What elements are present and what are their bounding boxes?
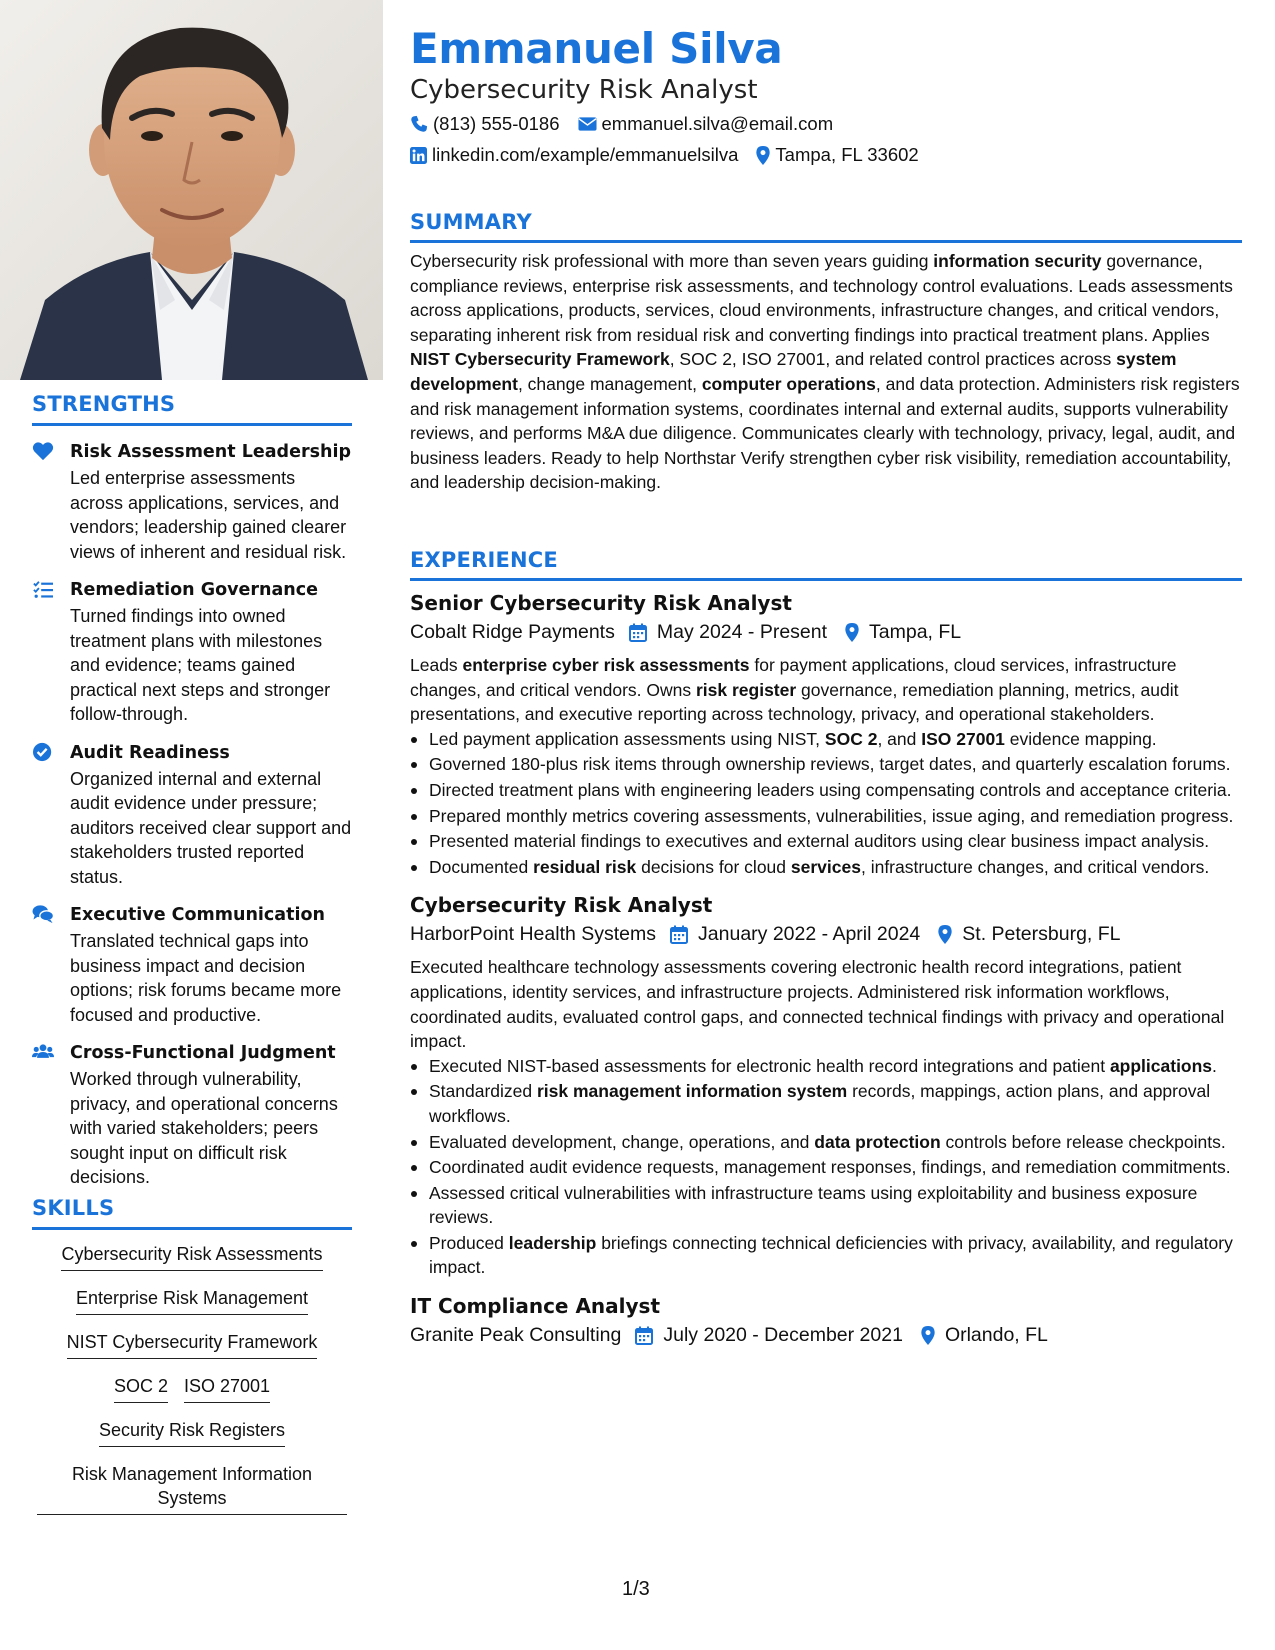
list-item — [410, 778, 1242, 803]
text-run-bold: information security — [933, 251, 1102, 271]
job-bullets — [410, 727, 1242, 880]
skill-tag: Enterprise Risk Management — [76, 1286, 308, 1315]
experience-section — [410, 548, 1242, 1350]
chat-bubbles-icon — [32, 904, 54, 924]
users-icon — [32, 1042, 54, 1062]
text-run-bold: risk management information system — [537, 1081, 848, 1102]
text-run: Presented material findings to executives and external auditors using clear business impact analysis. — [429, 831, 1210, 852]
map-pin-icon — [921, 1326, 935, 1345]
linkedin-contact[interactable] — [410, 144, 738, 166]
phone-icon — [410, 115, 428, 133]
calendar-icon — [670, 925, 688, 944]
job-location: Orlando, FL — [944, 1324, 1048, 1347]
text-run-bold: enterprise cyber risk assessments — [462, 655, 750, 675]
map-pin-icon — [756, 146, 770, 165]
job-meta — [410, 1320, 1242, 1350]
map-pin-icon — [938, 925, 952, 944]
text-run: Produced — [429, 1232, 509, 1253]
text-run: Documented — [429, 856, 534, 877]
text-run: Led payment application assessments using NIST, — [429, 728, 825, 749]
candidate-name: Emmanuel Silva — [410, 24, 783, 73]
job-entry — [410, 891, 1242, 1280]
summary-text — [410, 249, 1242, 495]
text-run: Assessed critical vulnerabilities with infrastructure teams using exploitability and business exposure reviews. — [429, 1182, 1198, 1228]
list-item — [410, 1231, 1242, 1280]
text-run-bold: applications — [1109, 1055, 1213, 1076]
contact-row — [410, 144, 937, 166]
strength-item — [32, 741, 352, 890]
text-run-bold: leadership — [508, 1232, 597, 1253]
skills-title: SKILLS — [32, 1196, 115, 1220]
strength-desc: Translated technical gaps into business impact and decision options; risk forums became more focused and productive. — [70, 931, 342, 1025]
text-run-bold: computer operations — [701, 373, 876, 394]
text-run: Leads — [410, 655, 463, 675]
job-intro — [410, 955, 1242, 1053]
list-item — [410, 1079, 1242, 1128]
text-run: Cybersecurity risk professional with more than seven years guiding — [410, 251, 934, 271]
text-run: Executed healthcare technology assessments covering electronic health record integrations, patient applications, identity services, and infrastructure projects. Administered risk information workflows, coordinated audits, evaluated control gaps, and connected technical findings with privacy and operational impact. — [410, 957, 1225, 1052]
strength-item — [32, 578, 352, 727]
text-run-bold: ISO 27001 — [921, 728, 1005, 749]
map-pin-icon — [845, 623, 859, 642]
strength-desc: Led enterprise assessments across applications, services, and vendors; leadership gained clearer views of inherent and residual risk. — [70, 468, 347, 562]
calendar-icon — [635, 1326, 653, 1345]
text-run-bold: residual risk — [533, 856, 637, 877]
list-item — [410, 752, 1242, 777]
list-item — [410, 1181, 1242, 1230]
email-contact[interactable] — [578, 113, 834, 135]
text-run-bold: services — [790, 856, 861, 877]
linkedin-icon — [410, 147, 427, 164]
skills-list — [32, 1242, 352, 1515]
strength-title: Audit Readiness — [70, 742, 230, 763]
job-meta — [410, 919, 1242, 949]
strength-title: Executive Communication — [70, 905, 325, 925]
strengths-section — [32, 392, 352, 1190]
summary-title: SUMMARY — [410, 210, 532, 234]
text-run: Directed treatment plans with engineering leaders using compensating controls and acceptance criteria. — [429, 779, 1232, 800]
strength-desc: Turned findings into owned treatment plans with milestones and evidence; teams gained practical next steps and stronger follow-through. — [70, 606, 331, 724]
strength-title: Risk Assessment Leadership — [70, 442, 351, 462]
heart-icon — [32, 441, 54, 461]
text-run: Prepared monthly metrics covering assessments, vulnerabilities, issue aging, and remediation progress. — [429, 805, 1234, 826]
text-run: , and — [877, 728, 922, 749]
text-run: , change management, — [517, 373, 702, 394]
text-run: , and data protection. Administers risk registers and risk management information systems, coordinates internal and external audits, supports vulnerability reviews, and performs M&A due diligence. Communicates clearly with technology, privacy, legal, audit, and business leaders. Ready to help Northstar Verify strengthen cyber risk visibility, remediation accountability, and leadership decision-making. — [410, 373, 1240, 493]
text-run: Executed NIST-based assessments for electronic health record integrations and patient — [429, 1055, 1110, 1076]
text-run: governance, remediation planning, metrics, audit presentations, and executive reporting across technology, privacy, and operational stakeholders. — [410, 679, 1179, 725]
candidate-role: Cybersecurity Risk Analyst — [410, 75, 758, 105]
skill-tag: Risk Management Information Systems — [37, 1462, 347, 1515]
job-entry — [410, 1292, 1242, 1350]
section-divider — [410, 240, 1242, 243]
company-name: HarborPoint Health Systems — [410, 923, 657, 946]
job-dates: July 2020 - December 2021 — [663, 1324, 903, 1347]
calendar-icon — [629, 623, 647, 642]
text-run: , infrastructure changes, and critical vendors. — [860, 856, 1210, 877]
company-name: Granite Peak Consulting — [410, 1324, 622, 1347]
contact-row — [410, 113, 851, 135]
strength-desc: Organized internal and external audit evidence under pressure; auditors received clear support and stakeholders trusted reported status. — [70, 768, 352, 887]
section-divider — [410, 578, 1242, 581]
strength-item — [32, 903, 352, 1027]
job-dates: January 2022 - April 2024 — [698, 923, 921, 946]
list-item — [410, 727, 1242, 752]
list-item — [410, 1155, 1242, 1180]
sidebar — [0, 0, 383, 1650]
list-item — [410, 829, 1242, 854]
text-run: evidence mapping. — [1004, 728, 1157, 749]
checklist-icon — [32, 579, 54, 599]
portrait-photo-icon — [0, 0, 383, 380]
job-bullets — [410, 1054, 1242, 1280]
strength-item — [32, 1041, 352, 1190]
strength-title: Cross-Functional Judgment — [70, 1043, 336, 1063]
text-run: Standardized — [429, 1081, 537, 1102]
text-run-bold: SOC 2 — [824, 728, 878, 749]
list-item — [410, 1130, 1242, 1155]
text-run: briefings connecting technical deficiencies with privacy, availability, and regulatory impact. — [429, 1232, 1233, 1278]
strength-desc: Worked through vulnerability, privacy, and operational concerns with varied stakeholders; peers sought input on difficult risk decisions. — [70, 1069, 338, 1187]
text-run: controls before release checkpoints. — [940, 1131, 1226, 1152]
list-item — [410, 804, 1242, 829]
skill-tag: NIST Cybersecurity Framework — [67, 1330, 318, 1359]
page-number: 1/3 — [622, 1578, 650, 1600]
section-divider — [32, 1227, 352, 1230]
profile-photo — [0, 0, 383, 380]
text-run: records, mappings, action plans, and approval workflows. — [429, 1081, 1211, 1126]
company-name: Cobalt Ridge Payments — [410, 621, 615, 643]
text-run-bold: data protection — [814, 1131, 941, 1152]
envelope-icon — [578, 116, 597, 132]
list-item — [410, 855, 1242, 880]
job-title: Cybersecurity Risk Analyst — [410, 893, 713, 918]
location-text: Tampa, FL 33602 — [775, 144, 919, 165]
list-item — [410, 1054, 1242, 1079]
text-run: . — [1212, 1055, 1217, 1076]
text-run: Governed 180-plus risk items through ownership reviews, target dates, and quarterly escalation forums. — [429, 754, 1231, 775]
skill-tag: Cybersecurity Risk Assessments — [61, 1242, 322, 1271]
skill-tag: SOC 2 — [114, 1374, 168, 1403]
skills-section — [32, 1196, 352, 1530]
phone-text: (813) 555-0186 — [433, 113, 560, 134]
job-intro — [410, 653, 1242, 727]
text-run-bold: NIST Cybersecurity Framework — [410, 349, 670, 370]
text-run: , SOC 2, ISO 27001, and related control practices across — [669, 349, 1117, 370]
text-run: governance, compliance reviews, enterprise risk assessments, and technology control evaluations. Leads assessments across applications, products, services, cloud environments, infrastructure changes, and critical vendors, separating inherent risk from residual risk and converting findings into practical treatment plans. Applies — [410, 251, 1233, 345]
job-title: Senior Cybersecurity Risk Analyst — [410, 591, 792, 615]
job-title: IT Compliance Analyst — [410, 1294, 661, 1319]
job-meta — [410, 617, 1242, 647]
job-location: St. Petersburg, FL — [962, 923, 1121, 946]
strengths-title: STRENGTHS — [32, 392, 176, 416]
text-run: for payment applications, cloud services, infrastructure changes, and critical vendors. Owns — [410, 655, 1177, 700]
summary-section — [410, 210, 1242, 495]
text-run: Coordinated audit evidence requests, management responses, findings, and remediation commitments. — [429, 1157, 1231, 1178]
strength-title: Remediation Governance — [70, 580, 318, 600]
skill-tag: Security Risk Registers — [99, 1418, 285, 1447]
email-text: emmanuel.silva@email.com — [601, 113, 834, 134]
job-entry — [410, 589, 1242, 879]
location-contact — [756, 144, 918, 166]
skill-tag: ISO 27001 — [184, 1374, 270, 1403]
experience-title: EXPERIENCE — [410, 548, 558, 572]
text-run: decisions for cloud — [636, 856, 791, 877]
job-location: Tampa, FL — [869, 621, 962, 643]
text-run-bold: system development — [410, 349, 1177, 394]
check-circle-icon — [32, 742, 54, 762]
strength-item — [32, 440, 352, 564]
linkedin-text: linkedin.com/example/emmanuelsilva — [432, 144, 739, 165]
phone-contact[interactable] — [410, 113, 560, 135]
text-run: Evaluated development, change, operations, and — [429, 1131, 815, 1152]
job-dates: May 2024 - Present — [656, 621, 828, 643]
section-divider — [32, 423, 352, 426]
text-run-bold: risk register — [695, 679, 797, 700]
